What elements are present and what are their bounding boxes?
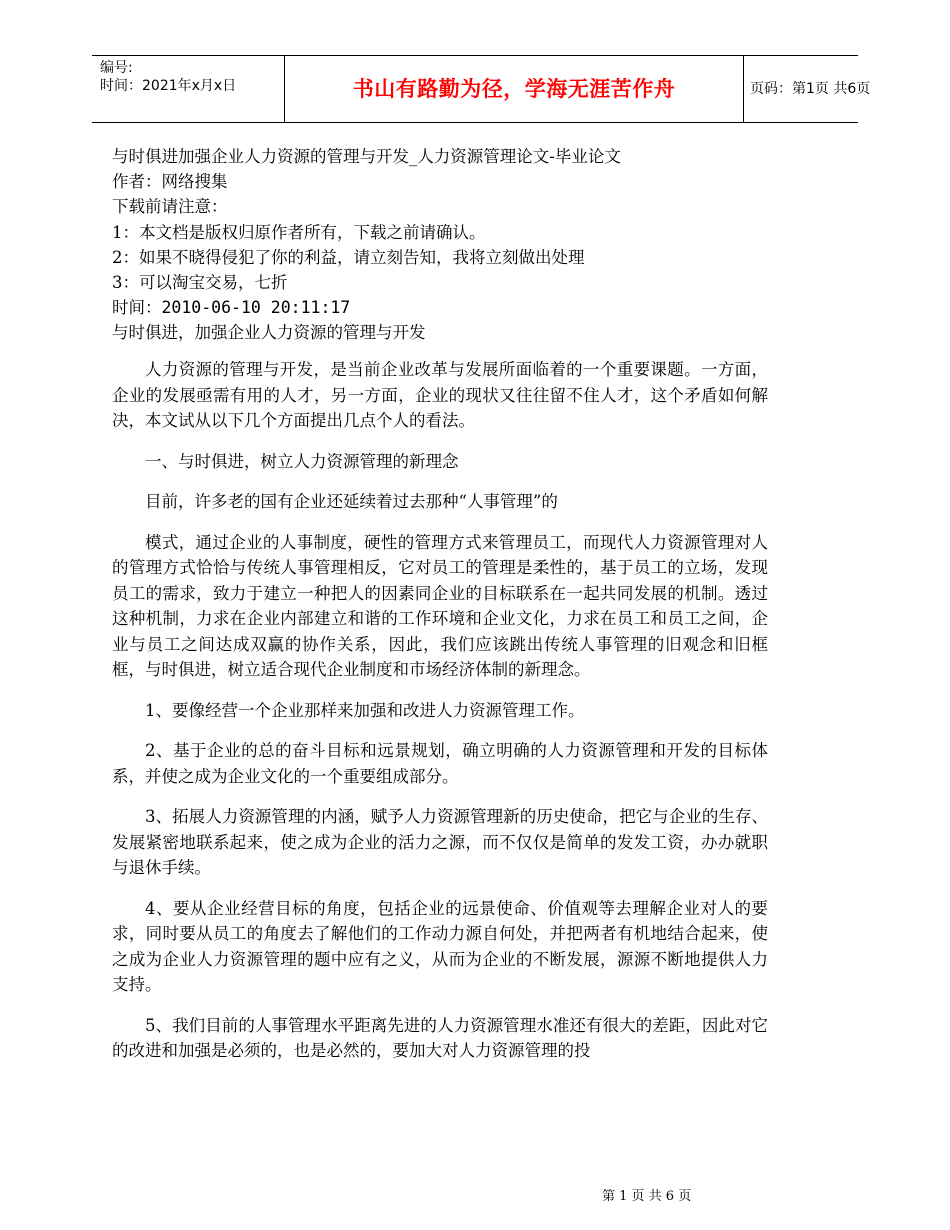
notice-item: 3：可以淘宝交易，七折 bbox=[112, 273, 288, 293]
list-item: 4、要从企业经营目标的角度，包括企业的远景使命、价值观等去理解企业对人的要求，同时要从员工的角度去了解他们的工作动力源自何处，并把两者有机地结合起来，使之成为企业人力资源管理的题中应有之义，从而为企业的不断发展，源源不断地提供人力支持。 bbox=[112, 898, 768, 994]
document-number-label: 编号: bbox=[100, 60, 133, 76]
notice-title: 下载前请注意： bbox=[112, 197, 228, 217]
document-meta bbox=[112, 144, 792, 346]
header-page-cell bbox=[742, 56, 871, 122]
document-time-label: 时间：2021年x月x日 bbox=[100, 78, 237, 94]
author-line: 作者：网络搜集 bbox=[112, 172, 228, 192]
list-item: 1、要像经营一个企业那样来加强和改进人力资源管理工作。 bbox=[145, 700, 585, 720]
paragraph: 人力资源的管理与开发，是当前企业改革与发展所面临着的一个重要课题。一方面，企业的发展亟需有用的人才，另一方面，企业的现状又往往留不住人才，这个矛盾如何解决，本文试从以下几个方面提出几点个人的看法。 bbox=[112, 360, 768, 430]
section-heading: 一、与时俱进，树立人力资源管理的新理念 bbox=[145, 451, 459, 471]
article-subtitle: 与时俱进，加强企业人力资源的管理与开发 bbox=[112, 323, 426, 343]
list-item: 3、拓展人力资源管理的内涵，赋予人力资源管理新的历史使命，把它与企业的生存、发展紧密地联系起来，使之成为企业的活力之源，而不仅仅是简单的发发工资，办办就职与退休手续。 bbox=[112, 807, 768, 877]
page-number-label: 页码：第1页 共6页 bbox=[750, 81, 871, 97]
paragraph: 目前，许多老的国有企业还延续着过去那种“人事管理”的 bbox=[145, 492, 558, 511]
notice-item: 1：本文档是版权归原作者所有，下载之前请确认。 bbox=[112, 222, 486, 242]
motto: 书山有路勤为径，学海无涯苦作舟 bbox=[352, 77, 676, 101]
publish-time: 时间：2010-06-10 20:11:17 bbox=[112, 298, 351, 318]
list-item: 2、基于企业的总的奋斗目标和远景规划，确立明确的人力资源管理和开发的目标体系，并使之成为企业文化的一个重要组成部分。 bbox=[112, 741, 768, 786]
paragraph: 模式，通过企业的人事制度，硬性的管理方式来管理员工，而现代人力资源管理对人的管理方式恰恰与传统人事管理相反，它对员工的管理是柔性的，基于员工的立场，发现员工的需求，致力于建立一种把人的因素同企业的目标联系在一起共同发展的机制。透过这种机制，力求在企业内部建立和谐的工作环境和企业文化，力求在员工和员工之间，企业与员工之间达成双赢的协作关系，因此，我们应该跳出传统人事管理的旧观念和旧框框，与时俱进，树立适合现代企业制度和市场经济体制的新理念。 bbox=[112, 532, 768, 679]
notice-item: 2：如果不晓得侵犯了你的利益，请立刻告知，我将立刻做出处理 bbox=[112, 247, 585, 267]
header-motto-cell bbox=[284, 56, 744, 122]
page-footer: 第 1 页 共 6 页 bbox=[602, 1189, 692, 1204]
article-body bbox=[112, 357, 768, 1079]
page-header bbox=[92, 55, 871, 123]
list-item: 5、我们目前的人事管理水平距离先进的人力资源管理水准还有很大的差距，因此对它的改进和加强是必须的，也是必然的，要加大对人力资源管理的投 bbox=[112, 1015, 768, 1060]
header-info-cell bbox=[92, 56, 284, 122]
document-title: 与时俱进加强企业人力资源的管理与开发_人力资源管理论文-毕业论文 bbox=[112, 147, 621, 166]
